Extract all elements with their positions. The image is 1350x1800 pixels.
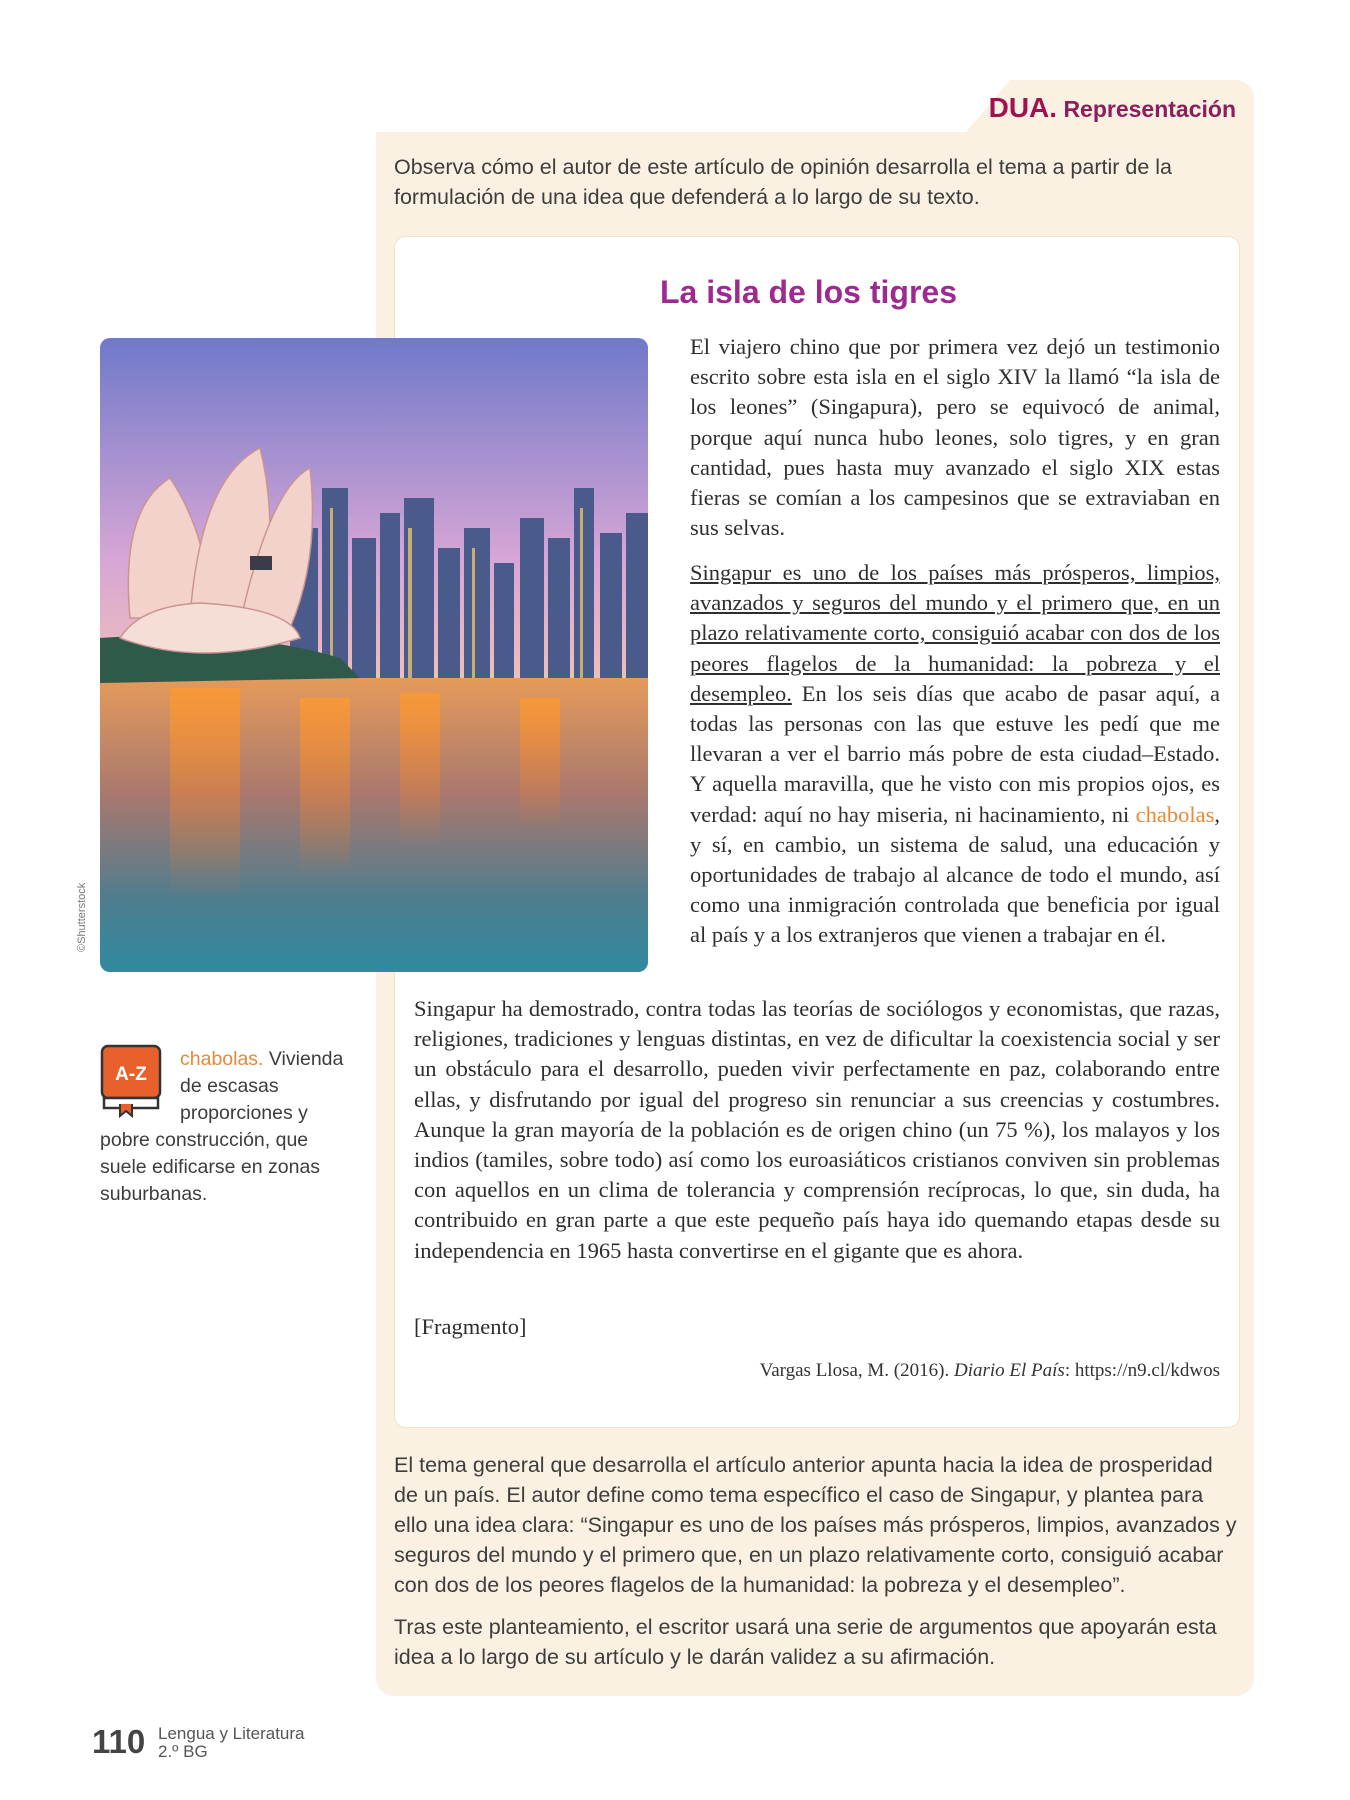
thesis-underlined: Singapur es uno de los países más prósperos, limpios, avanzados y seguros del mundo y el primero que, en un plazo relativamente corto, consiguió acabar con dos de los peores flagelos de la humanidad: la pobreza y el desempleo.	[690, 560, 1220, 706]
article-paragraph-1: El viajero chino que por primera vez dejó un testimonio escrito sobre esta isla en el siglo XIV la llamó “la isla de los leones” (Singapura), pero se equivocó de animal, porque aquí nunca hubo leones, solo tigres, y en gran cantidad, pues hasta muy avanzado el siglo XIX estas fieras se comían a los campesinos que se extraviaban en sus selvas.	[690, 334, 1220, 541]
footer-subject: Lengua y Literatura 2.º BG	[158, 1724, 305, 1761]
summary-paragraph-1: El tema general que desarrolla el artículo anterior apunta hacia la idea de prosperidad de un país. El autor define como tema específico el caso de Singapur, y plantea para ello una idea clara: “Singapur es uno de los países más prósperos, limpios, avanzados y seguros del mundo y el primero que, en un plazo relativamente corto, consiguió acabar con dos de los peores flagelos de la humanidad: la pobreza y el desempleo”.	[394, 1453, 1237, 1597]
dua-heading: DUA. Representación	[988, 92, 1236, 123]
article-paragraph-2: Singapur es uno de los países más prósperos, limpios, avanzados y seguros del mundo y el primero que, en un plazo relativamente corto, consiguió acabar con dos de los peores flagelos de la humanidad: la pobreza y el desempleo. En los seis días que acabo de pasar aquí, a todas las personas con las que estuve les pedí que me llevaran a ver el barrio más pobre de esta ciudad–Estado. Y aquella maravilla, que he visto con mis propios ojos, es verdad: aquí no hay miseria, ni hacinamiento, ni chabolas, y sí, en cambio, un sistema de salud, una educación y oportunidades de trabajo al alcance de todo el mundo, así como una inmigración controlada que beneficia por igual al país y a los extranjeros que vienen a trabajar en él.	[690, 560, 1220, 948]
glossary-entry: chabolas. Vivienda de escasas proporciones y pobre construcción, que suele edificarse en zonas suburbanas.	[100, 1048, 344, 1205]
photo-credit: ©Shutterstock	[76, 882, 88, 952]
article-paragraph-3: Singapur ha demostrado, contra todas las teorías de sociólogos y economistas, que razas, religiones, tradiciones y lenguas distintas, en vez de dificultar la coexistencia social y ser un obstáculo para el desarrollo, pueden vivir perfectamente en paz, colaborando entre ellas, y disfrutando por igual del progreso sin renunciar a sus creencias y costumbres. Aunque la gran mayoría de la población es de origen chino (un 75 %), los malayos y los indios (tamiles, sobre todo) así como los euroasiáticos cristianos conviven sin problemas con aquellos en un clima de tolerancia y comprensión recíprocas, lo que, sin duda, ha contribuido en gran parte a que este pequeño país haya ido quemando etapas desde su independencia en 1965 hasta convertirse en el gigante que es ahora.	[414, 996, 1220, 1263]
glossary-term-link[interactable]: chabolas	[1135, 801, 1215, 827]
fragment-note: [Fragmento]	[414, 1314, 527, 1339]
panel-tab-cut	[376, 80, 966, 132]
page-number: 110	[92, 1723, 146, 1760]
dictionary-icon-text: A-Z	[115, 1064, 147, 1085]
intro-text: Observa cómo el autor de este artículo de opinión desarrolla el tema a partir de la formulación de una idea que defenderá a lo largo de su texto.	[394, 155, 1173, 209]
summary-paragraph-2: Tras este planteamiento, el escritor usará una serie de argumentos que apoyarán esta idea a lo largo de su artículo y le darán validez a su afirmación.	[394, 1615, 1217, 1669]
article-title: La isla de los tigres	[660, 274, 957, 310]
singapore-photo	[100, 338, 648, 972]
singapore-skyline-image	[100, 338, 648, 972]
article-reference: Vargas Llosa, M. (2016). Diario El País: https://n9.cl/kdwos	[759, 1360, 1220, 1381]
